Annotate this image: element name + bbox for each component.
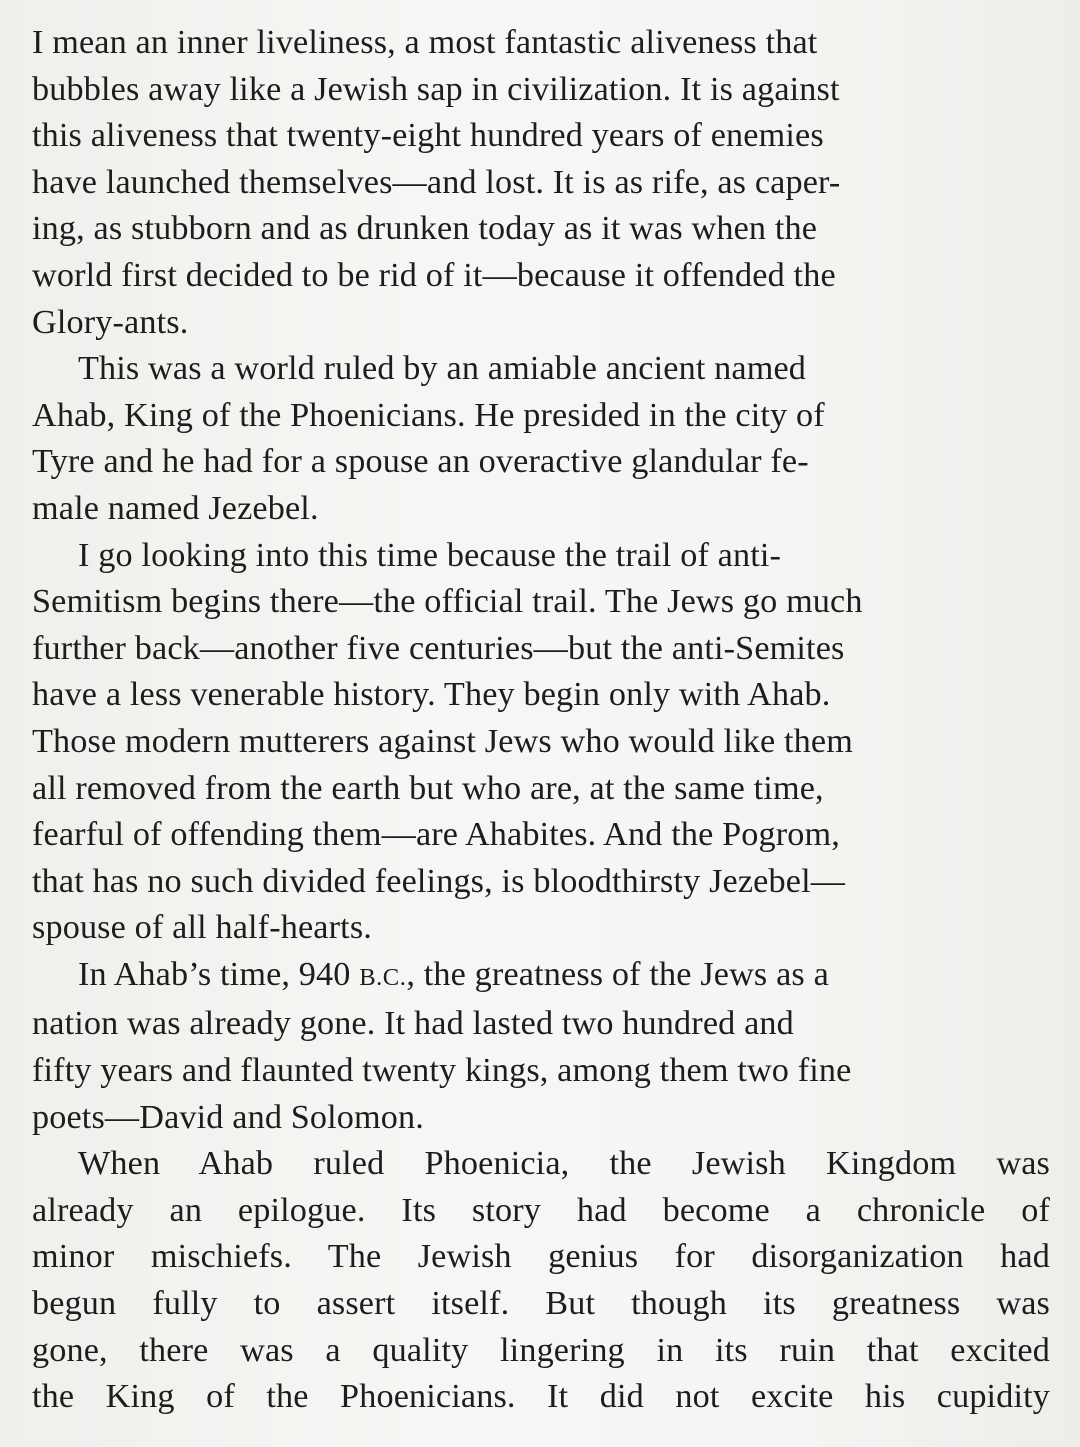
line: minor mischiefs. The Jewish genius for disorganization had: [32, 1238, 1050, 1276]
line: this aliveness that twenty-eight hundred years of enemies: [32, 117, 824, 155]
line: have launched themselves—and lost. It is as rife, as caper-: [32, 163, 841, 201]
line: world first decided to be rid of it—because it offended the: [32, 256, 836, 294]
line: spouse of all half-hearts.: [32, 909, 372, 947]
paragraph-1: [32, 20, 1050, 346]
line: male named Jezebel.: [32, 489, 319, 527]
paragraph-4: [32, 952, 1050, 1141]
line: fifty years and flaunted twenty kings, among them two fine: [32, 1052, 852, 1090]
line: This was a world ruled by an amiable ancient named: [78, 350, 807, 388]
line: gone, there was a quality lingering in its ruin that excited: [32, 1331, 1050, 1369]
era-abbreviation: B.C.: [359, 963, 407, 991]
line: I mean an inner liveliness, a most fantastic aliveness that: [32, 24, 818, 61]
line: When Ahab ruled Phoenicia, the Jewish Kingdom was: [78, 1145, 1050, 1183]
line: ing, as stubborn and as drunken today as it was when the: [32, 210, 818, 248]
line: Semitism begins there—the official trail. The Jews go much: [32, 583, 863, 621]
paragraph-3: [32, 533, 1050, 952]
line: bubbles away like a Jewish sap in civilization. It is against: [32, 70, 840, 108]
line: Tyre and he had for a spouse an overactive glandular fe-: [32, 443, 809, 481]
line: In Ahab’s time, 940 B.C., the greatness of the Jews as a: [78, 955, 829, 993]
line: fearful of offending them—are Ahabites. And the Pogrom,: [32, 816, 840, 854]
line: poets—David and Solomon.: [32, 1098, 424, 1136]
line: Those modern mutterers against Jews who would like them: [32, 722, 853, 760]
paragraph-5: [32, 1141, 1050, 1421]
line: that has no such divided feelings, is bloodthirsty Jezebel—: [32, 862, 846, 900]
line: already an epilogue. Its story had become a chronicle of: [32, 1191, 1050, 1229]
line: nation was already gone. It had lasted two hundred and: [32, 1005, 794, 1043]
line: Ahab, King of the Phoenicians. He presided in the city of: [32, 396, 825, 434]
line: all removed from the earth but who are, at the same time,: [32, 769, 824, 807]
line: the King of the Phoenicians. It did not excite his cupidity: [32, 1378, 1050, 1416]
line: begun fully to assert itself. But though its greatness was: [32, 1285, 1050, 1323]
line: I go looking into this time because the trail of anti-: [78, 536, 782, 574]
line: further back—another five centuries—but the anti-Semites: [32, 629, 845, 667]
line: have a less venerable history. They begin only with Ahab.: [32, 676, 831, 714]
paragraph-2: [32, 346, 1050, 532]
line: Glory-ants.: [32, 303, 189, 341]
